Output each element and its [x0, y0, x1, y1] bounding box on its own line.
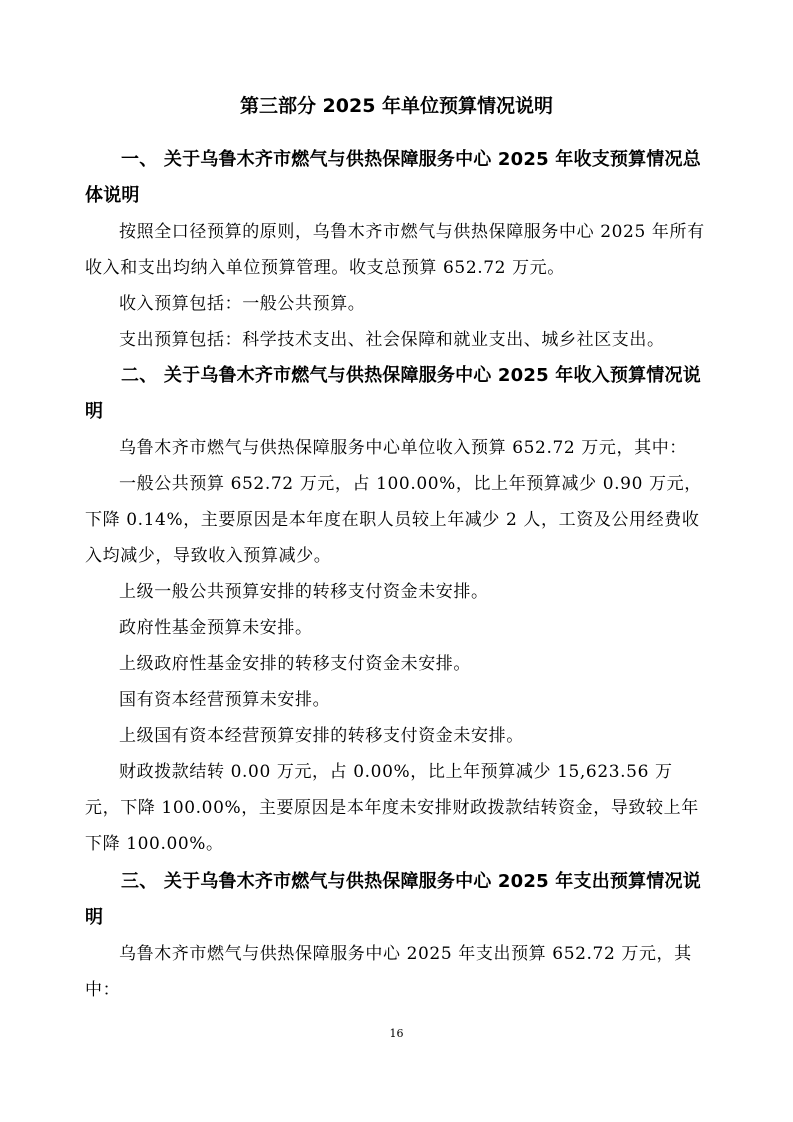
paragraph-2-2: 一般公共预算 652.72 万元，占 100.00%，比上年预算减少 0.90 万元，下降 0.14%，主要原因是本年度在职人员较上年减少 2 人，工资及公用经费收入均减少，导致收入预算减少。	[85, 474, 702, 566]
paragraph-2-1: 乌鲁木齐市燃气与供热保障服务中心单位收入预算 652.72 万元，其中：	[119, 438, 687, 458]
paragraph-2-8: 财政拨款结转 0.00 万元，占 0.00%，比上年预算减少 15,623.56 万元，下降 100.00%，主要原因是本年度未安排财政拨款结转资金，导致较上年下降 100.00%。	[85, 762, 699, 854]
paragraph-2-6: 国有资本经营预算未安排。	[119, 690, 331, 710]
page-title: 第三部分 2025 年单位预算情况说明	[239, 95, 554, 117]
paragraph-2-7: 上级国有资本经营预算安排的转移支付资金未安排。	[119, 726, 524, 746]
paragraph-2-5: 上级政府性基金安排的转移支付资金未安排。	[119, 654, 471, 674]
paragraph-1-2: 收入预算包括：一般公共预算。	[119, 294, 366, 314]
section-heading-2: 二、 关于乌鲁木齐市燃气与供热保障服务中心 2025 年收入预算情况说明	[85, 365, 701, 422]
section-heading-3: 三、 关于乌鲁木齐市燃气与供热保障服务中心 2025 年支出预算情况说明	[85, 871, 701, 928]
paragraph-3-1: 乌鲁木齐市燃气与供热保障服务中心 2025 年支出预算 652.72 万元，其中：	[85, 944, 692, 1000]
paragraph-1-1: 按照全口径预算的原则，乌鲁木齐市燃气与供热保障服务中心 2025 年所有收入和支出均纳入单位预算管理。收支总预算 652.72 万元。	[85, 222, 705, 278]
paragraph-2-4: 政府性基金预算未安排。	[119, 618, 313, 638]
page-number: 16	[389, 1027, 404, 1040]
paragraph-1-3: 支出预算包括：科学技术支出、社会保障和就业支出、城乡社区支出。	[119, 330, 665, 350]
section-heading-1: 一、 关于乌鲁木齐市燃气与供热保障服务中心 2025 年收支预算情况总体说明	[85, 149, 701, 206]
paragraph-2-3: 上级一般公共预算安排的转移支付资金未安排。	[119, 582, 489, 602]
document-body	[85, 142, 707, 1008]
